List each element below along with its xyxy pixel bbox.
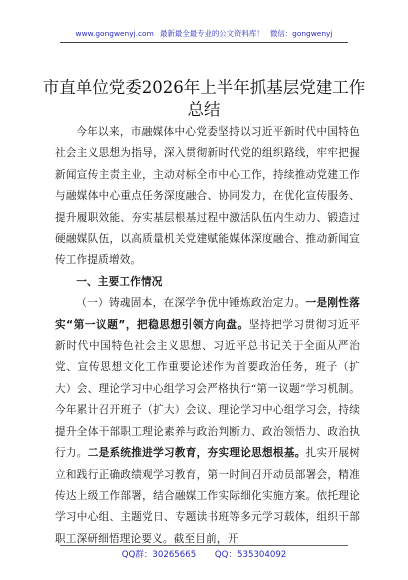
header-divider: [60, 42, 348, 43]
footer-divider: [60, 545, 348, 546]
page-header: [0, 28, 408, 39]
paragraph-1-text-1: 坚持把学习贯彻习近平新时代中国特色社会主义思想、习近平总书记关于全面从严治党、宣传思想文化工作重要论述作为首要政治任务，班子（扩大）会、理论学习中心组学习会严格执行“第一议题”学习机制。今年累计召开班子（扩大）会议、理论学习中心组学习会，持续提升全体干部职工理论素养与政治判断力、政治领悟力、政治执行力。: [55, 318, 360, 460]
footer-qq-group: QQ群：30265665: [121, 550, 197, 560]
header-wechat: 微信：gongwenyj: [269, 29, 333, 38]
footer-qq: QQ：535304092: [214, 550, 287, 560]
document-title-line2: 总结: [187, 100, 221, 119]
document-body: [55, 122, 360, 550]
page-footer: [0, 548, 408, 560]
paragraph-1: [55, 293, 360, 550]
paragraph-1-bold-2: 二是系统推进学习教育，夯实理论思想根基。: [87, 447, 306, 460]
section-heading: 一、主要工作情况: [76, 275, 163, 288]
paragraph-1-bold-1: 一是刚性落实“第一议题”，把稳思想引领方向盘。: [55, 297, 361, 331]
paragraph-1-lead: （一）铸魂固本，在深学争优中锤炼政治定力。: [76, 297, 306, 310]
header-site-link[interactable]: www.gongwenyj.com: [75, 29, 154, 38]
paragraph-1-text-2: 扎实开展树立和践行正确政绩观学习教育，第一时间召开动员部署会，精准传达上级工作部署，结合融媒工作实际细化实施方案。依托理论学习中心组、主题党日、专题读书班等多元学习载体，组织干部职工深研细悟理论要义。截至目前，开: [55, 447, 361, 545]
document-title-line1: 市直单位党委2026年上半年抓基层党建工作: [42, 78, 366, 97]
intro-paragraph: 今年以来，市融媒体中心党委坚持以习近平新时代中国特色社会主义思想为指导，深入贯彻新时代党的组织路线，牢牢把握新闻宣传主责主业，主动对标全市中心工作，持续推动党建工作与融媒体中心重点任务深度融合、协同发力，在优化宣传服务、提升履职效能、夯实基层根基过程中激活队伍内生动力、锻造过硬融媒队伍，以高质量机关党建赋能媒体深度融合、推动新闻宣传工作提质增效。: [55, 126, 360, 267]
header-slogan: 最新最全最专业的公文资料库！: [160, 29, 264, 38]
document-title: [40, 77, 368, 121]
